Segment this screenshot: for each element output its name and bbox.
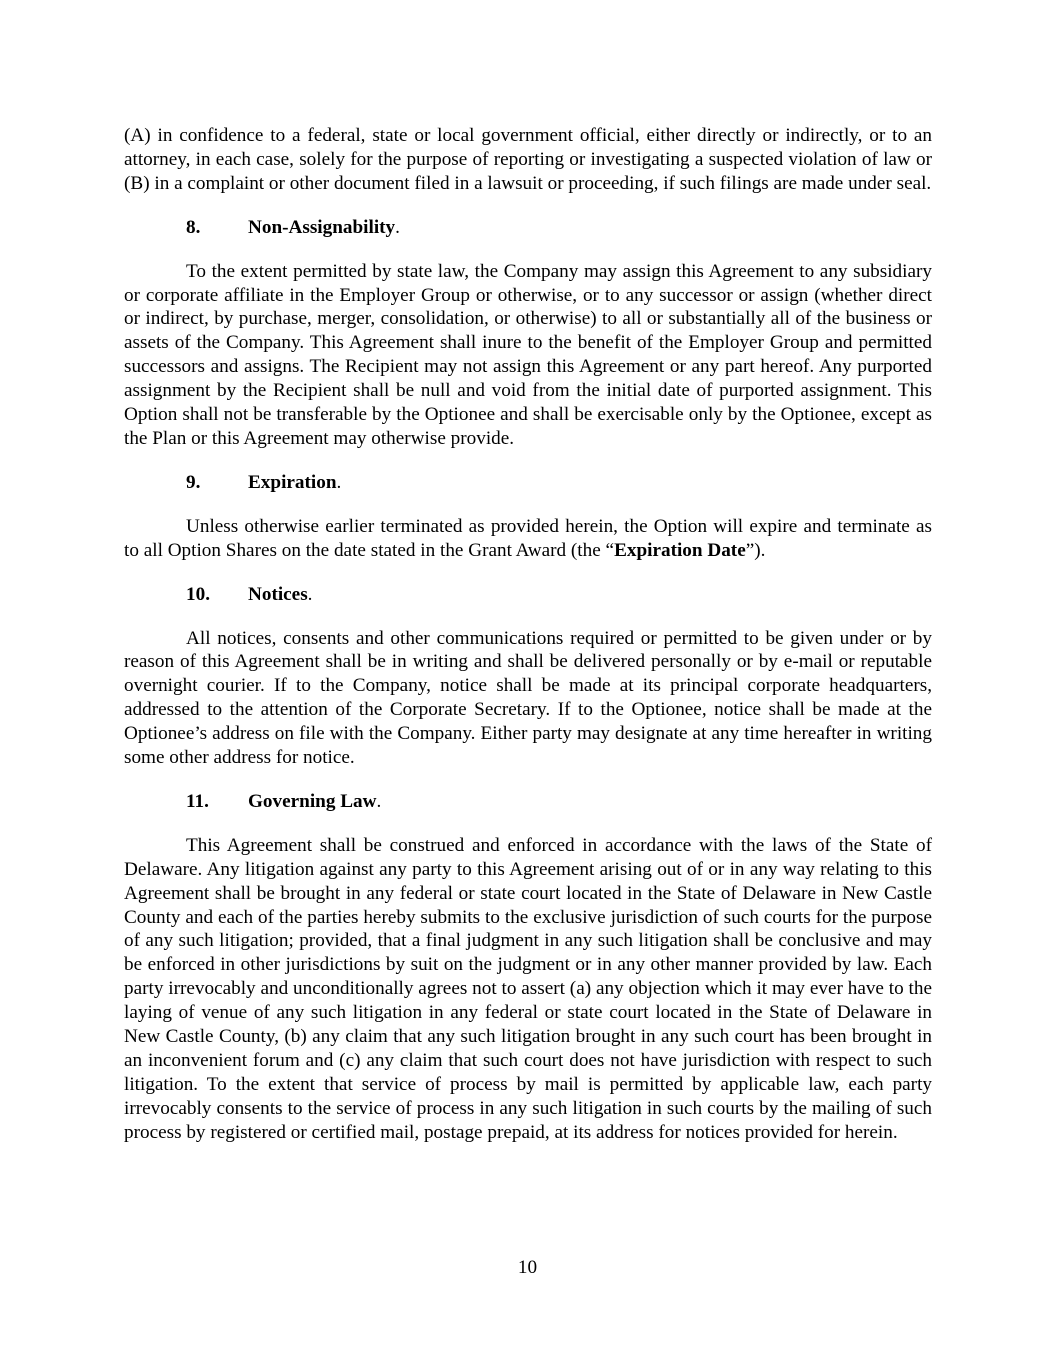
section-9-body-text: Unless otherwise earlier terminated as provided herein, the Option will expire and terminate as to all Option Shares on the date stated in the Grant Award (the “ — [124, 515, 932, 561]
section-number: 9. — [186, 471, 201, 493]
section-title-suffix: . — [376, 790, 382, 812]
section-11-body: This Agreement shall be construed and enforced in accordance with the laws of the State of Delaware. Any litigation against any party to this Agreement arising out of or in any way relating to this Agreement shall be brought in any federal or state court located in the State of Delaware in New Castle County and each of the parties hereby submits to the exclusive jurisdiction of such courts for the purpose of any such litigation; provided, that a final judgment in any such litigation shall be conclusive and may be enforced in other jurisdictions by suit on the judgment or in any other manner provided by law. Each party irrevocably and unconditionally agrees not to assert (a) any objection which it may ever have to the laying of venue of any such litigation in any federal or state court located in the State of Delaware in New Castle County, (b) any claim that any such litigation brought in any such court has been brought in an inconvenient forum and (c) any claim that such court does not have jurisdiction with respect to such litigation. To the extent that service of process by mail is permitted by applicable law, each party irrevocably consents to the service of process in any such litigation in such courts by the mailing of such process by registered or certified mail, postage prepaid, at its address for notices provided for herein. — [124, 834, 932, 1143]
section-title: Expiration — [248, 471, 337, 493]
section-number: 8. — [186, 216, 201, 238]
section-10-body: All notices, consents and other communications required or permitted to be given under or by reason of this Agreement shall be in writing and shall be delivered personally or by e-mail or reputable overnight courier. If to the Company, notice shall be made at its principal corporate headquarters, addressed to the attention of the Corporate Secretary. If to the Optionee, notice shall be made at the Optionee’s address on file with the Company. Either party may designate at any time hereafter in writing some other address for notice. — [124, 627, 932, 769]
section-11-heading — [124, 790, 932, 814]
section-9-body-tail: ”). — [745, 539, 766, 561]
section-9-heading — [124, 471, 932, 495]
section-number: 11. — [186, 790, 209, 812]
section-title-suffix: . — [307, 583, 313, 605]
section-title-suffix: . — [395, 216, 400, 238]
page-number: 10 — [517, 1257, 538, 1278]
section-9-body — [124, 515, 932, 563]
section-10-heading — [124, 583, 932, 607]
section-title: Non-Assignability — [248, 216, 396, 238]
section-title: Governing Law — [248, 790, 377, 812]
section-title: Notices — [248, 583, 308, 605]
intro-paragraph: (A) in confidence to a federal, state or local government official, either directly or indirectly, or to an attorney, in each case, solely for the purpose of reporting or investigating a suspected violation of law or (B) in a complaint or other document filed in a lawsuit or proceeding, if such filings are made under seal. — [124, 125, 932, 194]
section-8-body: To the extent permitted by state law, the Company may assign this Agreement to any subsidiary or corporate affiliate in the Employer Group or otherwise, or to any successor or assign (whether direct or indirect, by purchase, merger, consolidation, or otherwise) to all or substantially all of the business or assets of the Company. This Agreement shall inure to the benefit of the Employer Group and permitted successors and assigns. The Recipient may not assign this Agreement or any part hereof. Any purported assignment by the Recipient shall be null and void from the initial date of purported assignment. This Option shall not be transferable by the Optionee and shall be exercisable only by the Optionee, except as the Plan or this Agreement may otherwise provide. — [124, 260, 932, 449]
section-title-suffix: . — [336, 471, 342, 493]
defined-term-expiration-date: Expiration Date — [614, 539, 746, 561]
section-number: 10. — [186, 583, 210, 605]
section-8-heading — [124, 216, 932, 240]
document-page — [124, 124, 932, 1145]
